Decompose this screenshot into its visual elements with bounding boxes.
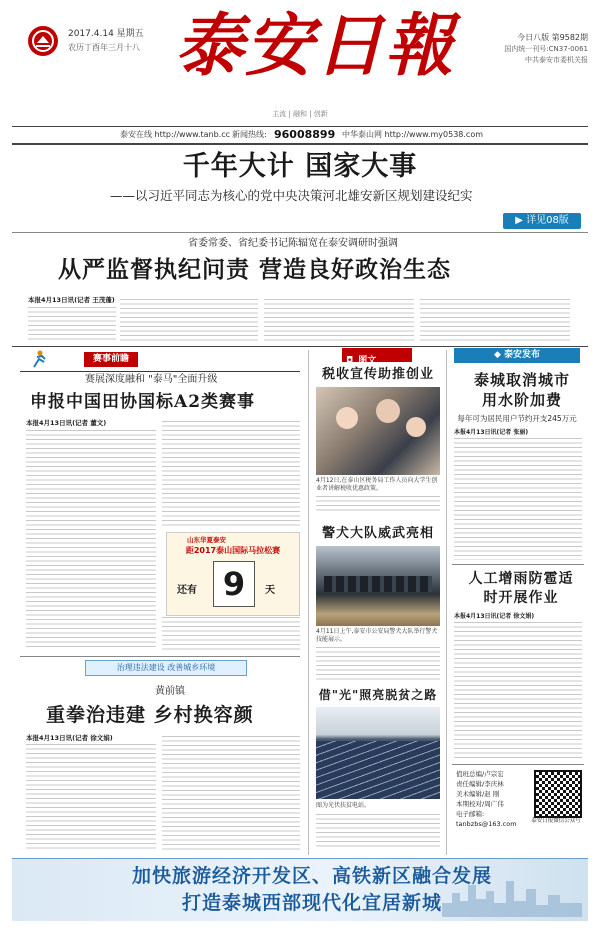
weather-body xyxy=(454,620,582,760)
nav-bar xyxy=(12,128,588,142)
contact-line: 电子邮箱: xyxy=(456,810,485,818)
tax-headline: 税收宣传助推创业 xyxy=(321,367,434,382)
lead-subhead: ——以习近平同志为核心的党中央决策河北雄安新区规划建设纪实 xyxy=(110,188,473,203)
qr-caption: 泰安日报微信公众号 xyxy=(531,818,581,824)
release-subhead: 每年可为居民用户节约开支245万元 xyxy=(457,414,577,423)
runner-icon xyxy=(28,350,50,368)
sports-byline: 本报4月13日讯(记者 董文) xyxy=(26,419,107,427)
solar-caption: 图为光伏扶贫电站。 xyxy=(316,802,371,809)
pin-icon: ◆ xyxy=(493,350,501,360)
village-kicker: 黄前镇 xyxy=(155,686,185,697)
newspaper-logo-icon xyxy=(28,26,58,56)
issue-date: 2017.4.14 星期五 xyxy=(68,29,144,39)
see-page-badge[interactable]: ▶ 详见08版 xyxy=(503,213,581,229)
hotline-number: 96008899 xyxy=(274,128,336,141)
footer-line1: 加快旅游经济开发区、高铁新区融合发展 xyxy=(131,865,492,887)
tax-caption-body xyxy=(316,494,440,512)
masthead-motto: 主流 | 融和 | 创新 xyxy=(272,110,328,118)
lunar-date: 农历丁酉年三月十八 xyxy=(68,43,140,52)
sports-kicker: 赛展深度融和 "泰马"全面升级 xyxy=(85,374,218,385)
village-headline: 重拳治违建 乡村换容颜 xyxy=(46,704,254,726)
tax-photo xyxy=(316,387,440,475)
photo-section-tag xyxy=(342,348,412,366)
photo-section-label: 图文 xyxy=(358,356,377,366)
story2-body-col2 xyxy=(264,297,414,342)
release-body xyxy=(454,436,582,560)
camera-icon: ◘ xyxy=(346,356,354,366)
countdown-unit: 天 xyxy=(265,585,275,596)
story2-body-col3 xyxy=(420,297,570,342)
sports-headline: 申报中国田协国标A2类赛事 xyxy=(30,392,256,412)
village-banner: 治理违法建设 改善城乡环境 xyxy=(85,660,247,676)
masthead-title: 泰安日報 xyxy=(174,6,455,86)
solar-headline: 借"光"照亮脱贫之路 xyxy=(318,688,438,702)
contact-line: 本期校对/周广伟 xyxy=(456,800,504,808)
story2-body-col1 xyxy=(120,297,258,342)
hotline-label: 新闻热线: xyxy=(232,130,267,139)
countdown-brand: 山东华夏泰安 xyxy=(187,536,226,544)
story2-body-col0 xyxy=(28,305,116,342)
countdown-days: 9 xyxy=(222,565,246,603)
qr-code-icon[interactable] xyxy=(534,770,582,818)
countdown-left-label: 还有 xyxy=(177,585,197,596)
contact-box xyxy=(452,768,584,850)
story2-kicker: 省委常委、省纪委书记陈辐宽在泰安调研时强调 xyxy=(188,238,398,249)
police-photo xyxy=(316,546,440,626)
lead-headline: 千年大计 国家大事 xyxy=(182,151,418,182)
village-byline: 本报4月13日讯(记者 徐文娟) xyxy=(26,734,113,742)
sports-section-label: 赛事前瞻 xyxy=(84,352,138,367)
police-headline: 警犬大队威武亮相 xyxy=(321,526,434,541)
solar-photo xyxy=(316,707,440,799)
weather-byline: 本报4月13日讯(记者 徐文娟) xyxy=(454,613,535,620)
sports-section-tag xyxy=(20,347,150,371)
footer-banner xyxy=(12,858,588,921)
countdown-title: 距2017泰山国际马拉松赛 xyxy=(185,546,281,555)
contact-line: 美术编辑/赵 刚 xyxy=(456,790,500,798)
tax-caption: 4月12日,在泰山区税务局工作人员向大学生创业者讲解税收优惠政策。 xyxy=(316,477,438,492)
sports-body-right-top xyxy=(162,419,300,527)
marathon-countdown xyxy=(166,532,300,616)
story2-headline: 从严监督执纪问责 营造良好政治生态 xyxy=(58,256,452,283)
countdown-days-box xyxy=(213,561,255,607)
masthead xyxy=(0,0,600,124)
footer-line2: 打造泰城西部现代化宜居新城 xyxy=(181,892,442,914)
publisher-info: 中共泰安市委机关报 xyxy=(525,56,588,64)
contact-line: 值班总编/卢宗宏 xyxy=(456,770,504,778)
release-section-tag: ◆ 泰安发布 xyxy=(454,348,580,363)
police-caption: 4月11日上午,泰安市公安局警犬大队举行警犬技能展示。 xyxy=(316,628,438,643)
police-caption-body xyxy=(316,645,440,681)
village-body-right xyxy=(162,734,300,850)
sports-body-left xyxy=(26,428,156,650)
site-link[interactable]: 泰安在线 http://www.tanb.cc xyxy=(120,130,231,139)
sports-body-right-bottom xyxy=(162,615,300,650)
release-headline: 泰城取消城市用水阶加费 xyxy=(473,371,570,409)
village-body-left xyxy=(26,742,156,850)
story2-byline: 本报4月13日讯(记者 王茂蓬) xyxy=(28,296,115,304)
arrow-right-icon: ▶ xyxy=(515,215,523,226)
release-byline: 本报4月13日讯(记者 张丽) xyxy=(454,429,529,436)
weather-headline: 人工增雨防雹适时开展作业 xyxy=(468,571,574,606)
solar-caption-body xyxy=(316,812,440,850)
mountain-site-link[interactable]: 中华泰山网 http://www.my0538.com xyxy=(342,130,484,139)
serial-number: 国内统一刊号:CN37-0061 xyxy=(504,45,588,53)
edition-info: 今日八版 第9582期 xyxy=(517,33,588,42)
contact-email[interactable]: tanbzbs@163.com xyxy=(456,820,517,828)
contact-line: 责任编辑/李庆林 xyxy=(456,780,504,788)
